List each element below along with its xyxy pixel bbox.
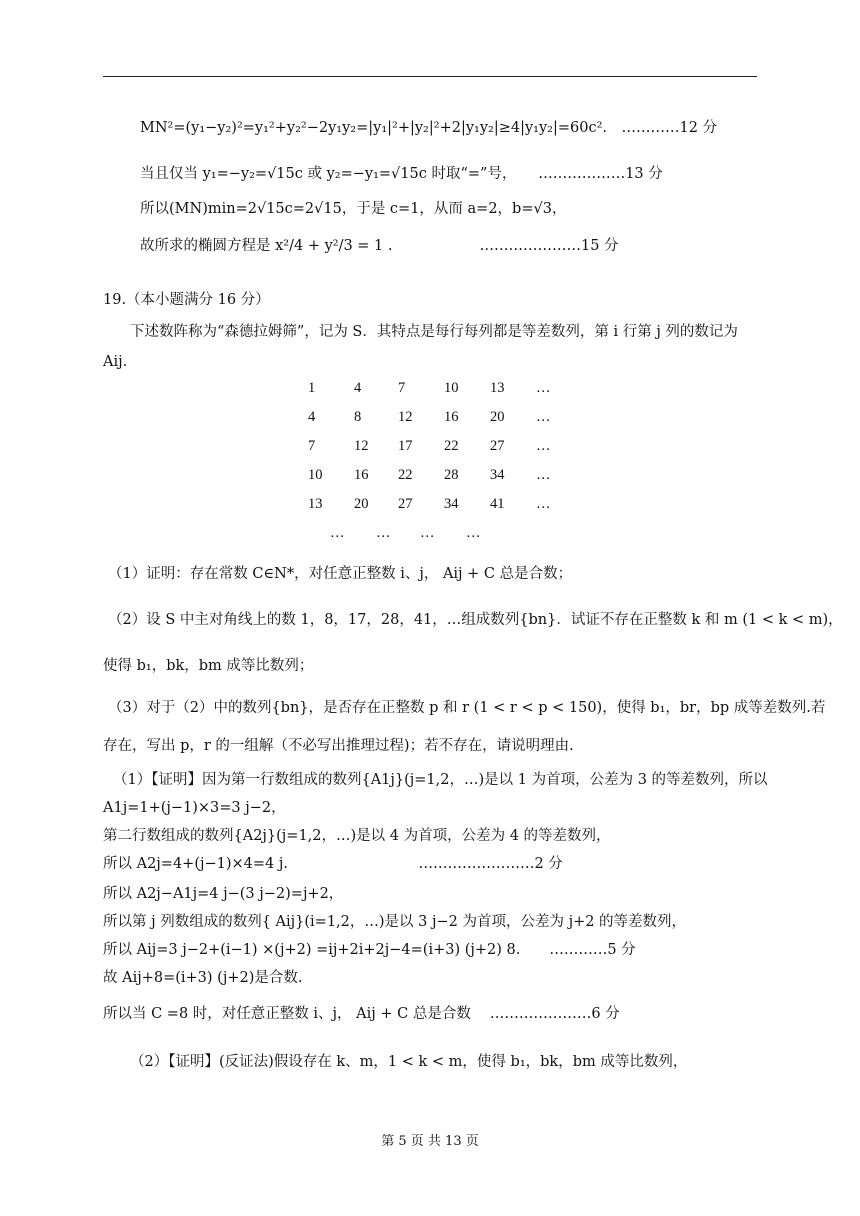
q19-title: 19.（本小题满分 16 分） [103, 292, 270, 308]
matrix-row [300, 380, 590, 400]
matrix-row [300, 525, 590, 545]
matrix-cell: 4 [308, 409, 316, 425]
matrix-cell: 4 [354, 380, 362, 396]
matrix-cell: 34 [490, 467, 505, 483]
proof1-e: 所以 A2j−A1j=4 j−(3 j−2)=j+2， [103, 886, 344, 902]
mn-line: MN²=(y₁−y₂)²=y₁²+y₂²−2y₁y₂=|y₁|²+|y₂|²+2|y₁y₂|≥4|y₁y₂|=60c². …………12 分 [140, 120, 718, 136]
matrix-cell: … [376, 525, 391, 541]
matrix-row [300, 409, 590, 429]
q19-desc-1: 下述数阵称为“森德拉姆筛”，记为 S．其特点是每行每列都是等差数列，第 i 行第 j 列的数记为 [130, 324, 738, 340]
proof1-g: 所以 Aij=3 j−2+(i−1) ×(j+2) =ij+2i+2j−4=(i+3) (j+2) 8. …………5 分 [103, 942, 636, 958]
matrix-cell: 41 [490, 496, 505, 512]
matrix-cell: … [536, 467, 551, 483]
proof1-i: 所以当 C =8 时，对任意正整数 i、j， Aij + C 总是合数 …………………6 分 [103, 1006, 620, 1022]
equality-line: 当且仅当 y₁=−y₂=√15c 或 y₂=−y₁=√15c 时取“=”号， ………………13 分 [140, 166, 663, 182]
q19-part2-a: （2）设 S 中主对角线上的数 1，8，17，28，41，…组成数列{bn}．试证不存在正整数 k 和 m (1 < k < m)， [108, 612, 843, 628]
matrix-cell: … [536, 496, 551, 512]
matrix-cell: … [420, 525, 435, 541]
header-rule [103, 76, 757, 77]
matrix-cell: 8 [354, 409, 362, 425]
page-footer: 第 5 页 共 13 页 [381, 1134, 479, 1149]
matrix-cell: 20 [490, 409, 505, 425]
matrix-cell: 16 [354, 467, 369, 483]
matrix-cell: 7 [398, 380, 406, 396]
matrix-cell: 10 [444, 380, 459, 396]
proof2-a: （2）【证明】(反证法)假设存在 k、m，1 < k < m，使得 b₁，bk，bm 成等比数列， [130, 1054, 688, 1070]
q19-part3-b: 存在，写出 p，r 的一组解（不必写出推理过程)；若不存在，请说明理由. [103, 738, 574, 754]
matrix-cell: … [536, 380, 551, 396]
min-line: 所以(MN)min=2√15c=2√15，于是 c=1，从而 a=2，b=√3， [140, 201, 567, 217]
matrix-cell: 16 [444, 409, 459, 425]
matrix-row [300, 467, 590, 487]
matrix-cell: 27 [490, 438, 505, 454]
q19-part1: （1）证明：存在常数 C∈N*，对任意正整数 i、j， Aij + C 总是合数； [108, 566, 573, 582]
matrix-cell: 13 [490, 380, 505, 396]
ellipse-line: 故所求的椭圆方程是 x²/4 + y²/3 = 1 . …………………15 分 [140, 238, 619, 254]
matrix-cell: 7 [308, 438, 316, 454]
proof1-a: （1）【证明】因为第一行数组成的数列{A1j}(j=1,2，…)是以 1 为首项，公差为 3 的等差数列，所以 [113, 772, 768, 788]
matrix-cell: 22 [444, 438, 459, 454]
matrix-row [300, 496, 590, 516]
q19-part3-a: （3）对于（2）中的数列{bn}，是否存在正整数 p 和 r (1 < r < p < 150)，使得 b₁，br，bp 成等差数列.若 [108, 700, 826, 716]
matrix-cell: … [466, 525, 481, 541]
matrix-cell: 13 [308, 496, 323, 512]
proof1-d: 所以 A2j=4+(j−1)×4=4 j. ……………………2 分 [103, 856, 563, 872]
matrix-cell: 10 [308, 467, 323, 483]
matrix-cell: 12 [354, 438, 369, 454]
proof1-b: A1j=1+(j−1)×3=3 j−2， [103, 800, 286, 816]
matrix-cell: 22 [398, 467, 413, 483]
proof1-h: 故 Aij+8=(i+3) (j+2)是合数. [103, 970, 303, 986]
matrix-cell: 1 [308, 380, 316, 396]
proof1-f: 所以第 j 列数组成的数列{ Aij}(i=1,2，…)是以 3 j−2 为首项，公差为 j+2 的等差数列， [103, 914, 687, 930]
matrix-cell: 17 [398, 438, 413, 454]
proof1-c: 第二行数组成的数列{A2j}(j=1,2，…)是以 4 为首项，公差为 4 的等差数列， [103, 828, 611, 844]
q19-part2-b: 使得 b₁，bk，bm 成等比数列； [103, 658, 314, 674]
matrix-row [300, 438, 590, 458]
matrix-cell: 12 [398, 409, 413, 425]
matrix-cell: 20 [354, 496, 369, 512]
matrix-cell: 27 [398, 496, 413, 512]
q19-desc-2: Aij. [103, 354, 128, 370]
matrix-cell: … [536, 409, 551, 425]
matrix-cell: 28 [444, 467, 459, 483]
matrix-cell: … [536, 438, 551, 454]
matrix-cell: 34 [444, 496, 459, 512]
matrix-cell: … [330, 525, 345, 541]
